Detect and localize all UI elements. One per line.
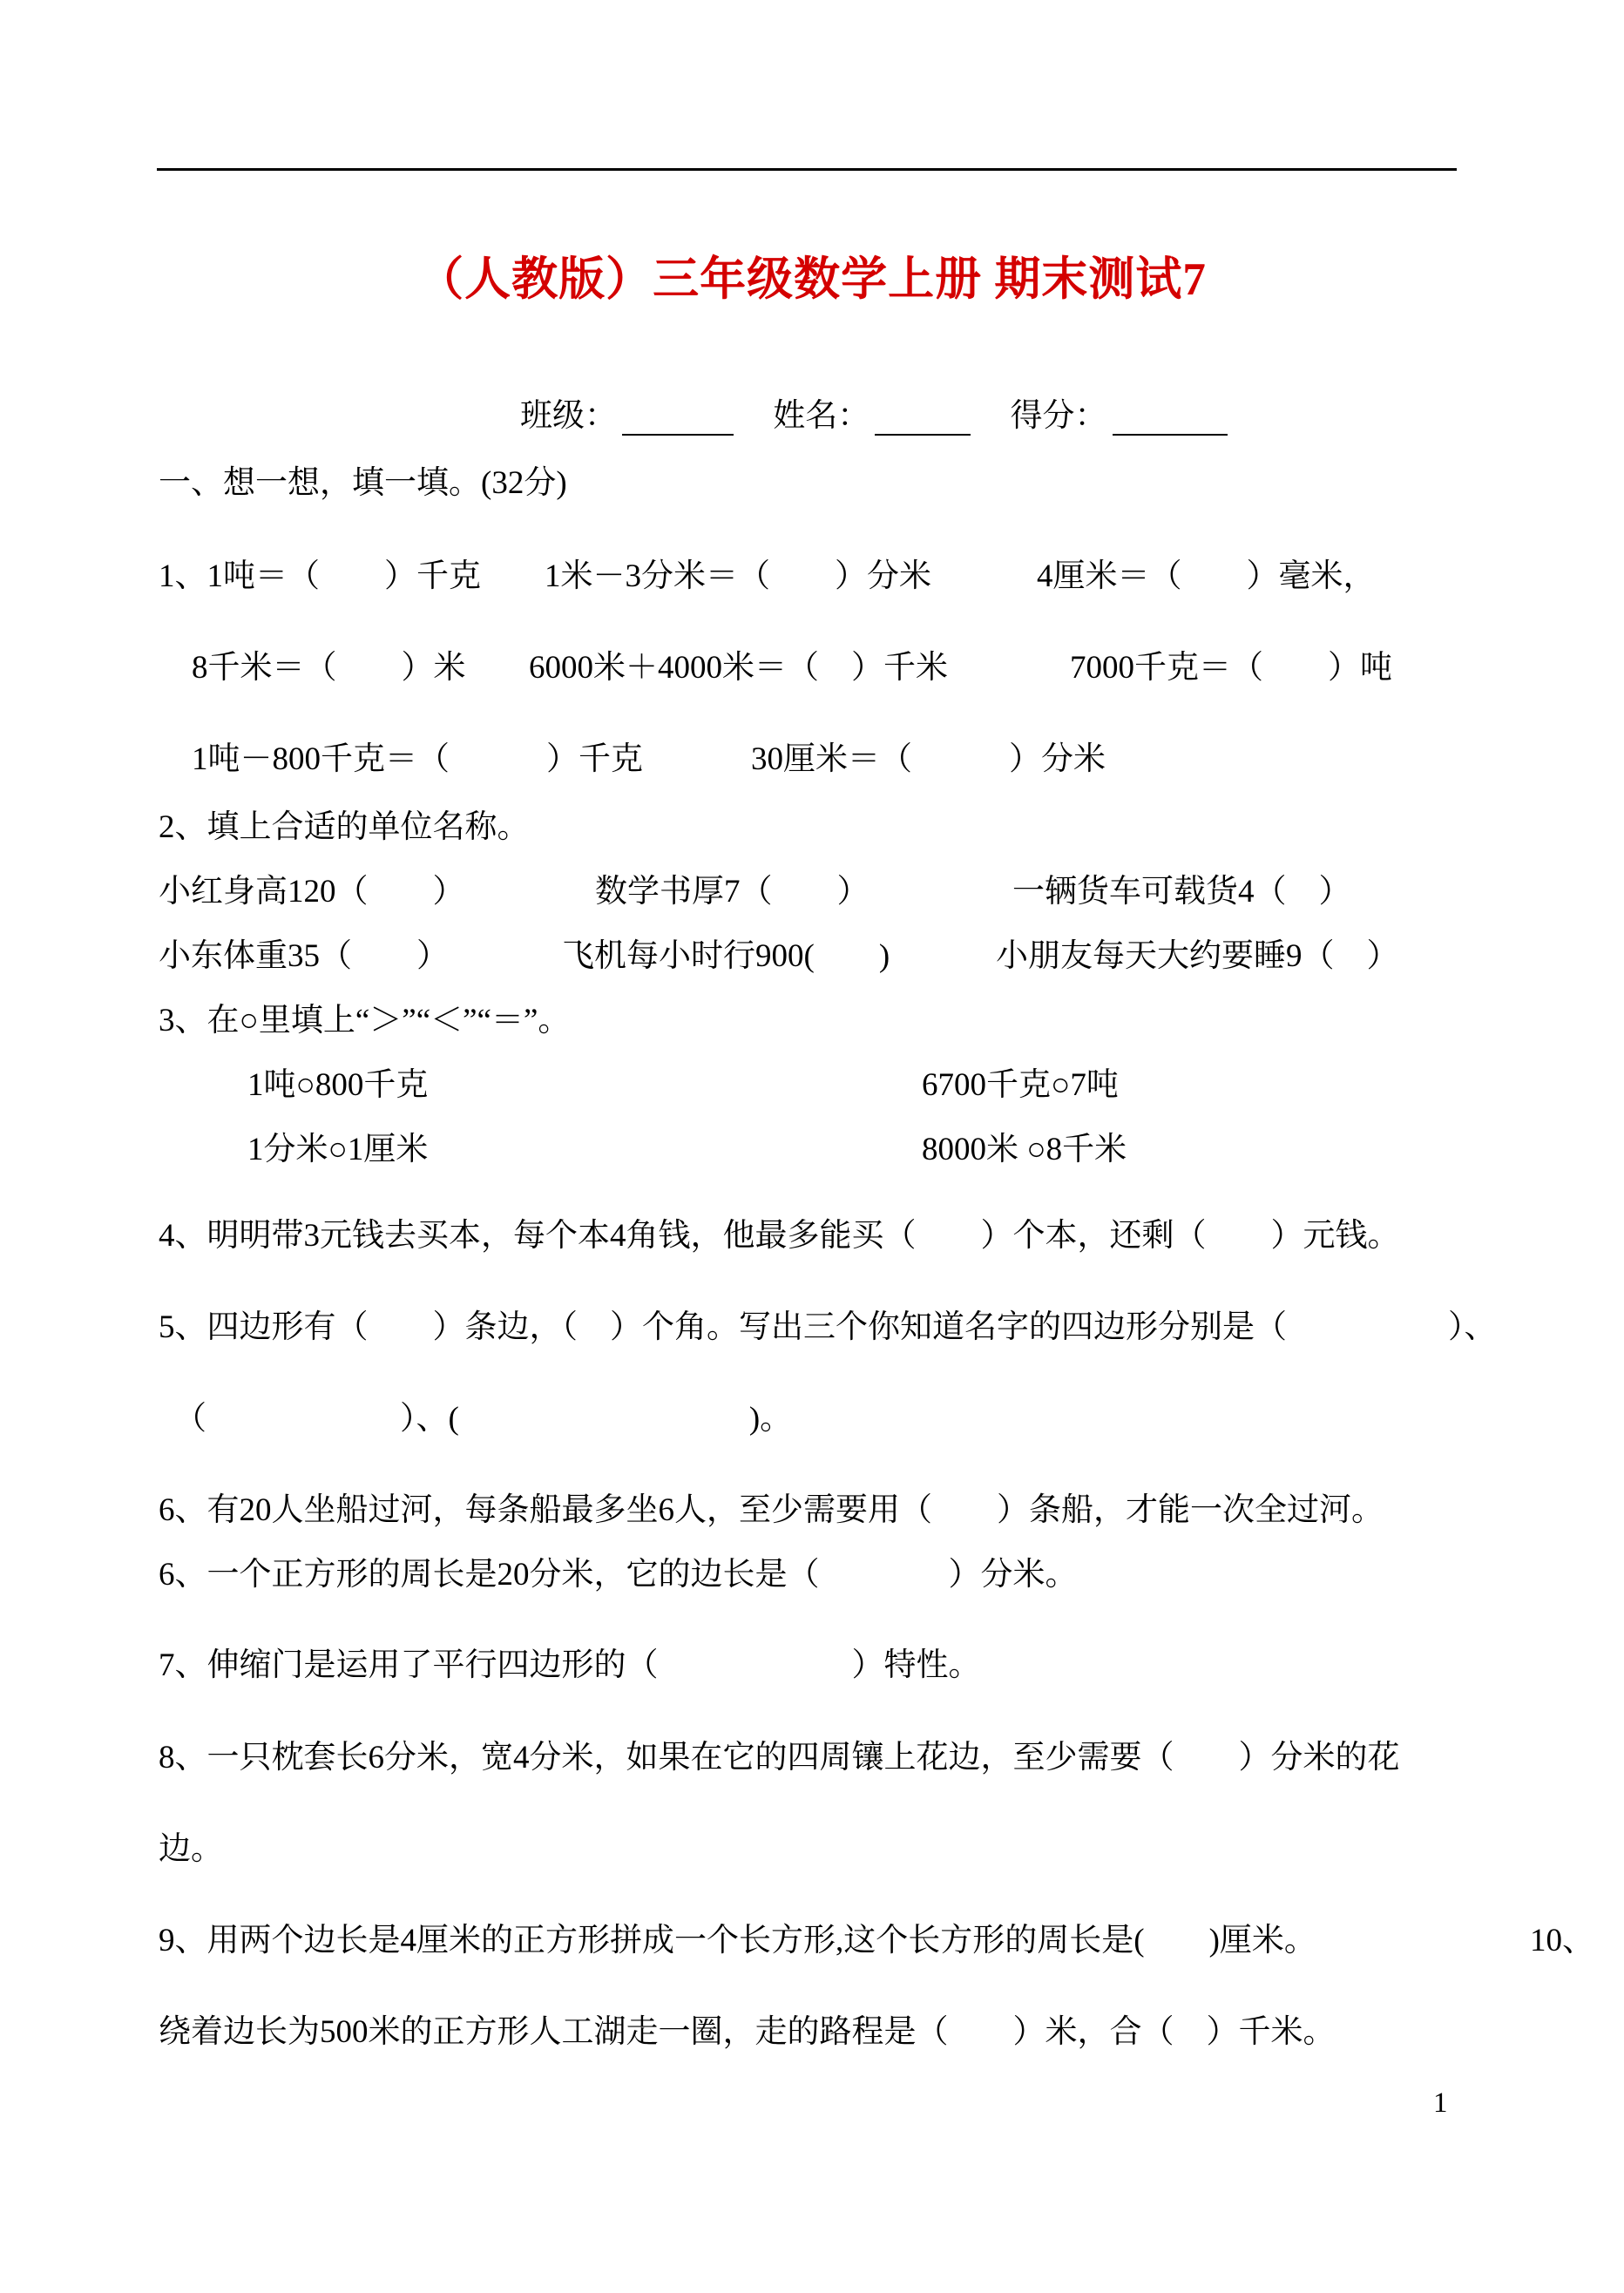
name-label: 姓名： bbox=[773, 398, 870, 434]
q7: 7、伸缩门是运用了平行四边形的（ ）特性。 bbox=[159, 1647, 981, 1683]
score-blank[interactable] bbox=[1113, 404, 1228, 436]
q10: 绕着边长为500米的正方形人工湖走一圈，走的路程是（ ）米，合（ ）千米。 bbox=[159, 2014, 1336, 2050]
q3-item-b: 6700千克○7吨 bbox=[922, 1067, 1119, 1103]
student-info-fields bbox=[520, 389, 1228, 436]
q3-heading: 3、在○里填上“＞”“＜”“＝”。 bbox=[159, 1003, 571, 1038]
q8-line1: 8、一只枕套长6分米，宽4分米，如果在它的四周镶上花边，至少需要（ ）分米的花 bbox=[159, 1740, 1400, 1776]
q1-row2-a: 8千米＝（ ）米 bbox=[192, 650, 466, 686]
q2-heading: 2、填上合适的单位名称。 bbox=[159, 809, 530, 845]
q8-line2: 边。 bbox=[159, 1831, 223, 1867]
q2-item-a: 小红身高120（ ） bbox=[159, 874, 465, 910]
q1-row1-a: 1、1吨＝（ ）千克 bbox=[159, 558, 481, 594]
header-rule bbox=[157, 168, 1457, 171]
q6a: 6、有20人坐船过河，每条船最多坐6人，至少需要用（ ）条船，才能一次全过河。 bbox=[159, 1492, 1384, 1528]
class-label: 班级： bbox=[520, 398, 617, 434]
q1-row3-a: 1吨－800千克＝（ ）千克 bbox=[192, 741, 643, 777]
page-number: 1 bbox=[1433, 2087, 1448, 2119]
q3-item-d: 8000米 ○8千米 bbox=[922, 1132, 1127, 1167]
q1-row1-b: 1米－3分米＝（ ）分米 bbox=[545, 558, 931, 594]
q5-line2: （ ）、( )。 bbox=[174, 1401, 793, 1437]
name-blank[interactable] bbox=[875, 404, 971, 436]
q1-row3-b: 30厘米＝（ ）分米 bbox=[751, 741, 1106, 777]
q1-row2-b: 6000米＋4000米＝（ ）千米 bbox=[529, 650, 948, 686]
class-blank[interactable] bbox=[622, 404, 734, 436]
q10-number: 10、 bbox=[1530, 1923, 1594, 1958]
section-heading: 一、想一想，填一填。(32分) bbox=[159, 465, 567, 501]
page-title: （人教版）三年级数学上册 期末测试7 bbox=[417, 254, 1207, 305]
q5-line1: 5、四边形有（ ）条边，（ ）个角。写出三个你知道名字的四边形分别是（ ）、 bbox=[159, 1309, 1497, 1345]
q1-row1-c: 4厘米＝（ ）毫米， bbox=[1037, 558, 1376, 594]
q2-item-e: 飞机每小时行900( ) bbox=[562, 938, 890, 974]
q6b: 6、一个正方形的周长是20分米，它的边长是（ ）分米。 bbox=[159, 1557, 1078, 1593]
score-label: 得分： bbox=[1010, 398, 1107, 434]
q2-item-b: 数学书厚7（ ） bbox=[595, 874, 870, 910]
q9: 9、用两个边长是4厘米的正方形拼成一个长方形,这个长方形的周长是( )厘米。 bbox=[159, 1923, 1316, 1958]
q2-item-f: 小朋友每天大约要睡9（ ） bbox=[996, 938, 1399, 974]
q3-item-c: 1分米○1厘米 bbox=[247, 1132, 429, 1167]
q2-item-c: 一辆货车可载货4（ ） bbox=[1012, 874, 1351, 910]
q4: 4、明明带3元钱去买本，每个本4角钱，他最多能买（ ）个本，还剩（ ）元钱。 bbox=[159, 1218, 1400, 1254]
q3-item-a: 1吨○800千克 bbox=[247, 1067, 429, 1103]
q1-row2-c: 7000千克＝（ ）吨 bbox=[1070, 650, 1392, 686]
q2-item-d: 小东体重35（ ） bbox=[159, 938, 449, 974]
